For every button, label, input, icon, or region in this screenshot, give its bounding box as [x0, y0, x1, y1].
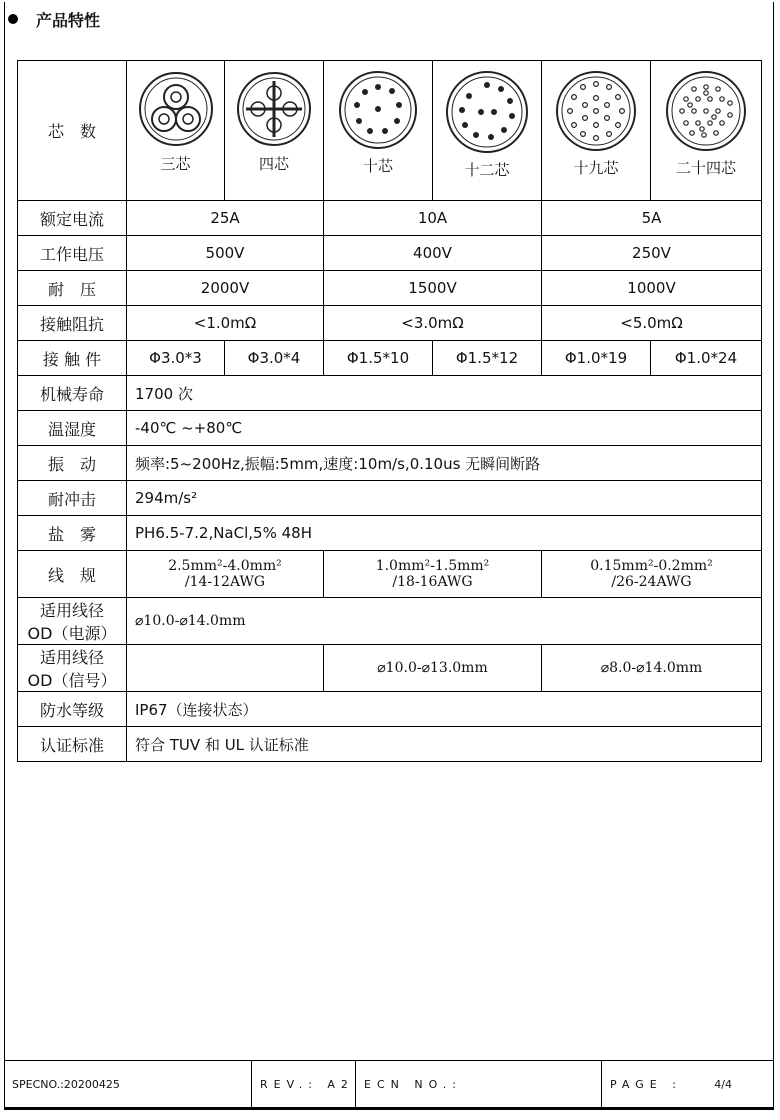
- od-power-label-line2: OD（电源）: [27, 624, 117, 643]
- wire-row: [18, 551, 762, 598]
- cert-row: [18, 727, 762, 762]
- connector-10-name: 十芯: [362, 157, 393, 175]
- current-row: [18, 201, 762, 236]
- connector-12-name: 十二芯: [464, 161, 510, 179]
- connector-24-name: 二十四芯: [675, 159, 736, 177]
- wire-value-signal-19-24: [542, 551, 762, 598]
- contacts-value-24: Φ1.0*24: [651, 341, 762, 376]
- waterproof-label: 防水等级: [18, 692, 127, 727]
- od-power-value: ⌀10.0-⌀14.0mm: [127, 598, 762, 645]
- connector-3-name: 三芯: [160, 155, 191, 173]
- salt-row: [18, 516, 762, 551]
- temp-value: -40℃ ~+80℃: [127, 411, 762, 446]
- shock-value: 294m/s²: [127, 481, 762, 516]
- vibration-row: [18, 446, 762, 481]
- connector-3-pin-icon: [136, 69, 216, 149]
- connector-4: [225, 61, 324, 201]
- voltage-value-signal-19-24: 250V: [542, 236, 762, 271]
- bullet-icon: [8, 14, 18, 24]
- connector-19: [542, 61, 651, 201]
- cores-row: [18, 61, 762, 201]
- od-signal-label: [18, 645, 127, 692]
- resistance-label: 接触阻抗: [18, 306, 127, 341]
- voltage-value-signal-10-12: 400V: [324, 236, 542, 271]
- od-signal-value-10-12: ⌀10.0-⌀13.0mm: [324, 645, 542, 692]
- od-signal-label-line2: OD（信号）: [27, 671, 117, 690]
- voltage-row: [18, 236, 762, 271]
- spec-table: [17, 60, 762, 762]
- salt-value: PH6.5-7.2,NaCl,5% 48H: [127, 516, 762, 551]
- withstand-label: 耐 压: [18, 271, 127, 306]
- footer: [4, 1060, 774, 1108]
- cert-value: 符合 TUV 和 UL 认证标准: [127, 727, 762, 762]
- shock-label: 耐冲击: [18, 481, 127, 516]
- resistance-value-signal-10-12: <3.0mΩ: [324, 306, 542, 341]
- od-signal-value-power: [127, 645, 324, 692]
- wire-value-power-line2: /14-12AWG: [184, 574, 266, 590]
- resistance-row: [18, 306, 762, 341]
- connector-10: [324, 61, 433, 201]
- connector-4-name: 四芯: [258, 155, 289, 173]
- section-heading: [8, 6, 100, 32]
- wire-value-power: [127, 551, 324, 598]
- wire-label: 线 规: [18, 551, 127, 598]
- temp-row: [18, 411, 762, 446]
- connector-24-pin-icon: [664, 69, 748, 153]
- connector-12-pin-icon: [444, 69, 530, 155]
- wire-value-power-line1: 2.5mm²-4.0mm²: [168, 558, 282, 574]
- footer-page-value: 4/4: [714, 1078, 732, 1091]
- connector-3: [127, 61, 225, 201]
- contacts-label: 接 触 件: [18, 341, 127, 376]
- footer-rev: REV.: A2: [252, 1061, 356, 1108]
- footer-page-label: PAGE :: [610, 1078, 682, 1091]
- wire-value-signal-10-12-line2: /18-16AWG: [392, 574, 473, 590]
- withstand-value-power: 2000V: [127, 271, 324, 306]
- connector-4-pin-icon: [234, 69, 314, 149]
- contacts-value-10: Φ1.5*10: [324, 341, 433, 376]
- life-row: [18, 376, 762, 411]
- resistance-value-signal-19-24: <5.0mΩ: [542, 306, 762, 341]
- contacts-value-3: Φ3.0*3: [127, 341, 225, 376]
- cert-label: 认证标准: [18, 727, 127, 762]
- section-title: 产品特性: [36, 10, 101, 30]
- od-signal-label-line1: 适用线径: [39, 648, 104, 667]
- od-power-label: [18, 598, 127, 645]
- life-value: 1700 次: [127, 376, 762, 411]
- contacts-value-12: Φ1.5*12: [433, 341, 542, 376]
- connector-24: [651, 61, 762, 201]
- footer-spec-no: SPECNO.:20200425: [4, 1061, 252, 1108]
- connector-10-pin-icon: [337, 69, 419, 151]
- od-signal-value-19-24: ⌀8.0-⌀14.0mm: [542, 645, 762, 692]
- wire-value-signal-10-12: [324, 551, 542, 598]
- current-value-signal-10-12: 10A: [324, 201, 542, 236]
- od-signal-row: [18, 645, 762, 692]
- waterproof-row: [18, 692, 762, 727]
- vibration-label: 振 动: [18, 446, 127, 481]
- withstand-value-signal-19-24: 1000V: [542, 271, 762, 306]
- current-label: 额定电流: [18, 201, 127, 236]
- connector-19-name: 十九芯: [573, 159, 619, 177]
- life-label: 机械寿命: [18, 376, 127, 411]
- vibration-value: 频率:5~200Hz,振幅:5mm,速度:10m/s,0.10us 无瞬间断路: [127, 446, 762, 481]
- temp-label: 温湿度: [18, 411, 127, 446]
- connector-12: [433, 61, 542, 201]
- contacts-value-4: Φ3.0*4: [225, 341, 324, 376]
- current-value-power: 25A: [127, 201, 324, 236]
- footer-ecn: ECN NO.:: [356, 1061, 602, 1108]
- salt-label: 盐 雾: [18, 516, 127, 551]
- wire-value-signal-19-24-line1: 0.15mm²-0.2mm²: [590, 558, 713, 574]
- od-power-label-line1: 适用线径: [39, 601, 104, 620]
- withstand-value-signal-10-12: 1500V: [324, 271, 542, 306]
- connector-19-pin-icon: [554, 69, 638, 153]
- resistance-value-power: <1.0mΩ: [127, 306, 324, 341]
- shock-row: [18, 481, 762, 516]
- footer-page: [602, 1061, 774, 1108]
- current-value-signal-19-24: 5A: [542, 201, 762, 236]
- voltage-label: 工作电压: [18, 236, 127, 271]
- waterproof-value: IP67（连接状态）: [127, 692, 762, 727]
- contacts-value-19: Φ1.0*19: [542, 341, 651, 376]
- od-power-row: [18, 598, 762, 645]
- wire-value-signal-10-12-line1: 1.0mm²-1.5mm²: [375, 558, 490, 574]
- cores-label: 芯 数: [18, 61, 127, 201]
- contacts-row: [18, 341, 762, 376]
- wire-value-signal-19-24-line2: /26-24AWG: [611, 574, 692, 590]
- withstand-row: [18, 271, 762, 306]
- voltage-value-power: 500V: [127, 236, 324, 271]
